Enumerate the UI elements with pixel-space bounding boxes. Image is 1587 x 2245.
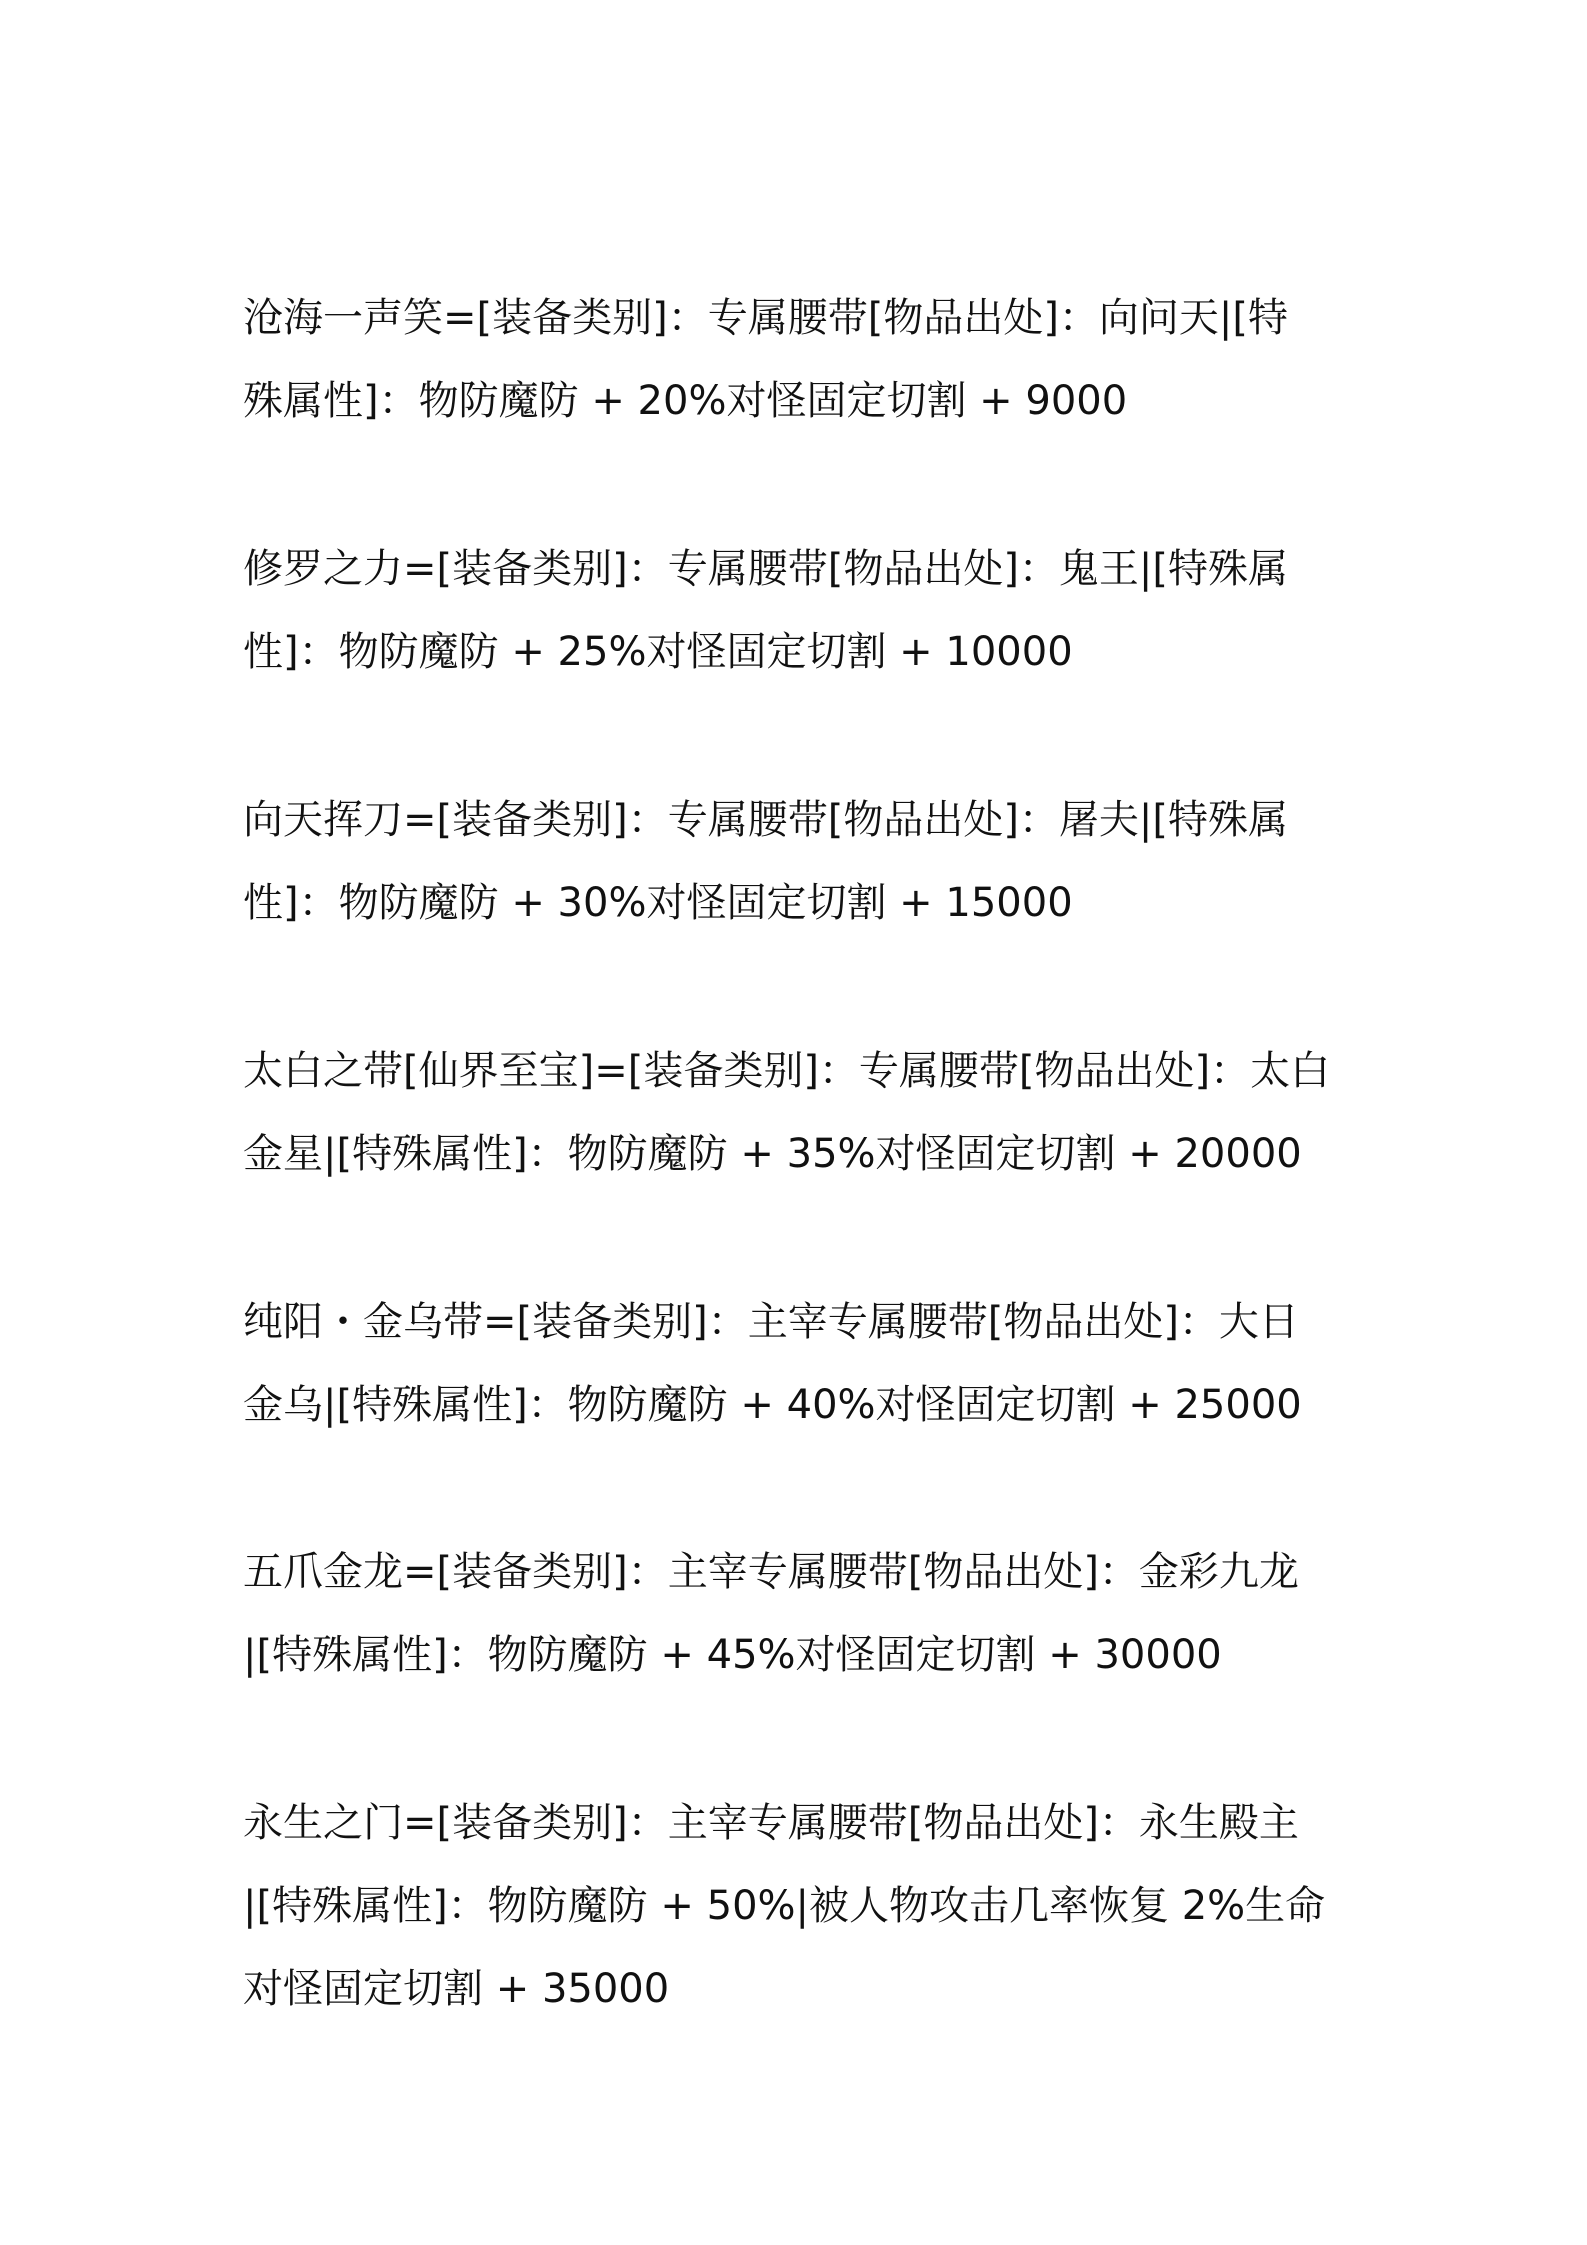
item-entry-yong-sheng-zhi-men <box>243 1782 1358 2031</box>
entry-line: 殊属性]：物防魔防 + 20%对怪固定切割 + 9000 <box>243 378 1128 424</box>
entry-line: 修罗之力=[装备类别]：专属腰带[物品出处]：鬼王|[特殊属 <box>243 546 1289 592</box>
entry-line: 永生之门=[装备类别]：主宰专属腰带[物品出处]：永生殿主 <box>243 1800 1299 1846</box>
entry-line: |[特殊属性]：物防魔防 + 50%|被人物攻击几率恢复 2%生命 <box>243 1883 1326 1929</box>
entry-line: 五爪金龙=[装备类别]：主宰专属腰带[物品出处]：金彩九龙 <box>243 1549 1299 1595</box>
entry-line: 金星|[特殊属性]：物防魔防 + 35%对怪固定切割 + 20000 <box>243 1131 1302 1177</box>
entry-line: 沧海一声笑=[装备类别]：专属腰带[物品出处]：向问天|[特 <box>243 295 1289 341</box>
entry-line: 性]：物防魔防 + 25%对怪固定切割 + 10000 <box>243 629 1073 675</box>
entry-line: 纯阳・金乌带=[装备类别]：主宰专属腰带[物品出处]：大日 <box>243 1299 1299 1345</box>
item-entry-xiu-luo-zhi-li <box>243 528 1358 694</box>
entry-line: |[特殊属性]：物防魔防 + 45%对怪固定切割 + 30000 <box>243 1632 1222 1678</box>
item-entry-chun-yang-jin-wu-dai <box>243 1281 1358 1447</box>
entry-line: 向天挥刀=[装备类别]：专属腰带[物品出处]：屠夫|[特殊属 <box>243 797 1289 843</box>
item-entry-xiang-tian-hui-dao <box>243 779 1358 945</box>
entry-line: 太白之带[仙界至宝]=[装备类别]：专属腰带[物品出处]：太白 <box>243 1048 1331 1094</box>
entry-line: 性]：物防魔防 + 30%对怪固定切割 + 15000 <box>243 880 1073 926</box>
item-entry-wu-zhua-jin-long <box>243 1531 1358 1697</box>
item-entry-cang-hai-yi-sheng-xiao <box>243 277 1358 443</box>
item-entry-tai-bai-zhi-dai <box>243 1030 1358 1196</box>
entry-line: 对怪固定切割 + 35000 <box>243 1966 670 2012</box>
entry-line: 金乌|[特殊属性]：物防魔防 + 40%对怪固定切割 + 25000 <box>243 1382 1302 1428</box>
